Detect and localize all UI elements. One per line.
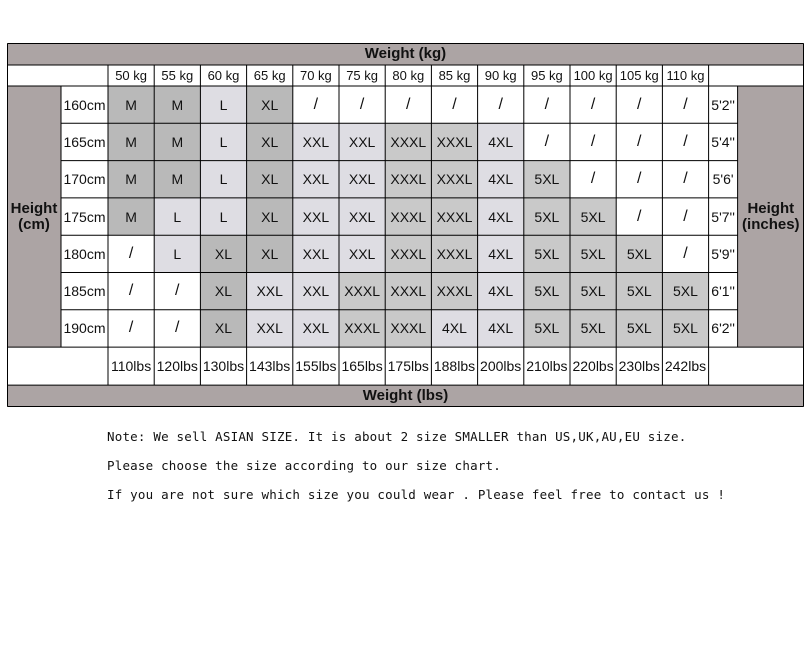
note-line-1: Note: We sell ASIAN SIZE. It is about 2 size SMALLER than US,UK,AU,EU size. <box>107 429 687 444</box>
size-cell: M <box>108 86 154 123</box>
size-cell: M <box>108 198 154 235</box>
size-cell: XXXL <box>385 273 431 310</box>
size-chart <box>7 43 804 407</box>
height-cm-3: 175 cm <box>61 198 108 235</box>
size-cell: 5XL <box>524 310 570 347</box>
lbs-header-5: 165 lbs <box>339 347 385 385</box>
weight-kg-title: Weight (kg) <box>7 43 804 65</box>
size-cell: / <box>662 86 708 123</box>
lbs-header-6: 175 lbs <box>385 347 431 385</box>
size-cell: L <box>200 123 246 160</box>
size-cell: / <box>662 235 708 272</box>
size-cell: XL <box>200 235 246 272</box>
size-cell: XXL <box>293 235 339 272</box>
size-cell: XXL <box>293 310 339 347</box>
lbs-header-4: 155 lbs <box>293 347 339 385</box>
size-cell: XXXL <box>431 273 477 310</box>
lbs-header-3: 143 lbs <box>247 347 293 385</box>
size-cell: 5XL <box>524 273 570 310</box>
size-cell: XL <box>247 161 293 198</box>
size-cell: / <box>616 123 662 160</box>
size-cell: / <box>662 161 708 198</box>
height-in-4: 5'9'' <box>709 235 738 272</box>
size-cell: / <box>616 198 662 235</box>
size-cell: L <box>200 198 246 235</box>
size-cell: L <box>200 86 246 123</box>
size-cell: XXXL <box>431 161 477 198</box>
height-inches-label: Height (inches) <box>738 86 804 347</box>
size-cell: / <box>339 86 385 123</box>
size-cell: XXXL <box>431 123 477 160</box>
kg-header-8: 90 kg <box>478 65 524 86</box>
height-in-2: 5'6' <box>709 161 738 198</box>
size-cell: XXL <box>247 310 293 347</box>
size-cell: XXL <box>293 123 339 160</box>
size-cell: XXXL <box>431 235 477 272</box>
size-cell: / <box>478 86 524 123</box>
kg-header-blank-right <box>709 65 804 86</box>
size-cell: 5XL <box>616 235 662 272</box>
size-cell: XXXL <box>385 123 431 160</box>
lbs-header-2: 130 lbs <box>200 347 246 385</box>
height-in-3: 5'7'' <box>709 198 738 235</box>
size-cell: / <box>385 86 431 123</box>
size-cell: L <box>154 198 200 235</box>
size-cell: / <box>616 161 662 198</box>
size-cell: / <box>662 198 708 235</box>
size-cell: L <box>200 161 246 198</box>
size-cell: 4XL <box>478 198 524 235</box>
size-cell: M <box>108 123 154 160</box>
size-cell: XXL <box>339 235 385 272</box>
height-in-6: 6'2'' <box>709 310 738 347</box>
height-cm-label: Height (cm) <box>7 86 61 347</box>
size-cell: L <box>154 235 200 272</box>
lbs-header-1: 120 lbs <box>154 347 200 385</box>
size-cell: 5XL <box>570 273 616 310</box>
height-in-1: 5'4'' <box>709 123 738 160</box>
size-cell: 4XL <box>478 235 524 272</box>
size-cell: 5XL <box>570 198 616 235</box>
kg-header-5: 75 kg <box>339 65 385 86</box>
size-cell: / <box>293 86 339 123</box>
size-cell: 5XL <box>524 161 570 198</box>
size-cell: / <box>108 310 154 347</box>
size-cell: 5XL <box>570 310 616 347</box>
height-in-0: 5'2'' <box>709 86 738 123</box>
size-cell: 5XL <box>524 235 570 272</box>
height-cm-4: 180 cm <box>61 235 108 272</box>
size-cell: M <box>154 161 200 198</box>
note-line-3: If you are not sure which size you could wear . Please feel free to contact us ! <box>107 487 726 502</box>
kg-header-blank <box>7 65 108 86</box>
size-cell: / <box>570 161 616 198</box>
size-cell: XXL <box>339 161 385 198</box>
kg-header-12: 110 kg <box>662 65 708 86</box>
lbs-header-blank-right <box>709 347 804 385</box>
size-cell: XXXL <box>339 273 385 310</box>
size-cell: / <box>616 86 662 123</box>
lbs-header-blank <box>7 347 108 385</box>
kg-header-2: 60 kg <box>200 65 246 86</box>
size-cell: XL <box>200 310 246 347</box>
lbs-header-7: 188 lbs <box>431 347 477 385</box>
height-cm-5: 185 cm <box>61 273 108 310</box>
height-cm-2: 170 cm <box>61 161 108 198</box>
size-cell: 5XL <box>616 310 662 347</box>
size-cell: / <box>662 123 708 160</box>
size-cell: / <box>154 310 200 347</box>
lbs-header-12: 242 lbs <box>662 347 708 385</box>
size-cell: 5XL <box>662 310 708 347</box>
lbs-header-10: 220 lbs <box>570 347 616 385</box>
kg-header-0: 50 kg <box>108 65 154 86</box>
size-cell: XXXL <box>385 161 431 198</box>
size-cell: XL <box>247 86 293 123</box>
size-cell: M <box>154 86 200 123</box>
height-cm-0: 160 cm <box>61 86 108 123</box>
note-line-2: Please choose the size according to our size chart. <box>107 458 502 473</box>
size-cell: XXL <box>339 123 385 160</box>
size-cell: / <box>570 86 616 123</box>
size-cell: / <box>154 273 200 310</box>
size-cell: XXL <box>339 198 385 235</box>
kg-header-10: 100 kg <box>570 65 616 86</box>
size-cell: 5XL <box>616 273 662 310</box>
kg-header-6: 80 kg <box>385 65 431 86</box>
lbs-header-0: 110 lbs <box>108 347 154 385</box>
height-cm-1: 165 cm <box>61 123 108 160</box>
size-cell: XXXL <box>431 198 477 235</box>
size-cell: XXL <box>293 198 339 235</box>
lbs-header-11: 230 lbs <box>616 347 662 385</box>
size-cell: 4XL <box>478 123 524 160</box>
size-cell: XXL <box>247 273 293 310</box>
size-cell: 4XL <box>478 273 524 310</box>
size-cell: M <box>108 161 154 198</box>
size-cell: 5XL <box>570 235 616 272</box>
height-cm-6: 190 cm <box>61 310 108 347</box>
size-cell: XL <box>247 123 293 160</box>
size-cell: XL <box>247 198 293 235</box>
size-cell: XL <box>247 235 293 272</box>
size-cell: 4XL <box>431 310 477 347</box>
weight-lbs-title: Weight (lbs) <box>7 385 804 407</box>
size-cell: / <box>524 86 570 123</box>
size-cell: 5XL <box>662 273 708 310</box>
size-cell: 5XL <box>524 198 570 235</box>
kg-header-7: 85 kg <box>431 65 477 86</box>
lbs-header-8: 200 lbs <box>478 347 524 385</box>
kg-header-1: 55 kg <box>154 65 200 86</box>
size-cell: / <box>108 235 154 272</box>
size-cell: XXXL <box>385 310 431 347</box>
size-cell: / <box>570 123 616 160</box>
size-cell: XXXL <box>385 198 431 235</box>
size-cell: XXXL <box>339 310 385 347</box>
size-cell: XXL <box>293 161 339 198</box>
size-cell: / <box>431 86 477 123</box>
size-cell: XL <box>200 273 246 310</box>
size-cell: M <box>154 123 200 160</box>
size-cell: XXL <box>293 273 339 310</box>
kg-header-3: 65 kg <box>247 65 293 86</box>
kg-header-9: 95 kg <box>524 65 570 86</box>
size-cell: / <box>524 123 570 160</box>
size-cell: 4XL <box>478 310 524 347</box>
size-cell: / <box>108 273 154 310</box>
kg-header-4: 70 kg <box>293 65 339 86</box>
size-cell: XXXL <box>385 235 431 272</box>
lbs-header-9: 210 lbs <box>524 347 570 385</box>
height-in-5: 6'1'' <box>709 273 738 310</box>
size-cell: 4XL <box>478 161 524 198</box>
kg-header-11: 105 kg <box>616 65 662 86</box>
